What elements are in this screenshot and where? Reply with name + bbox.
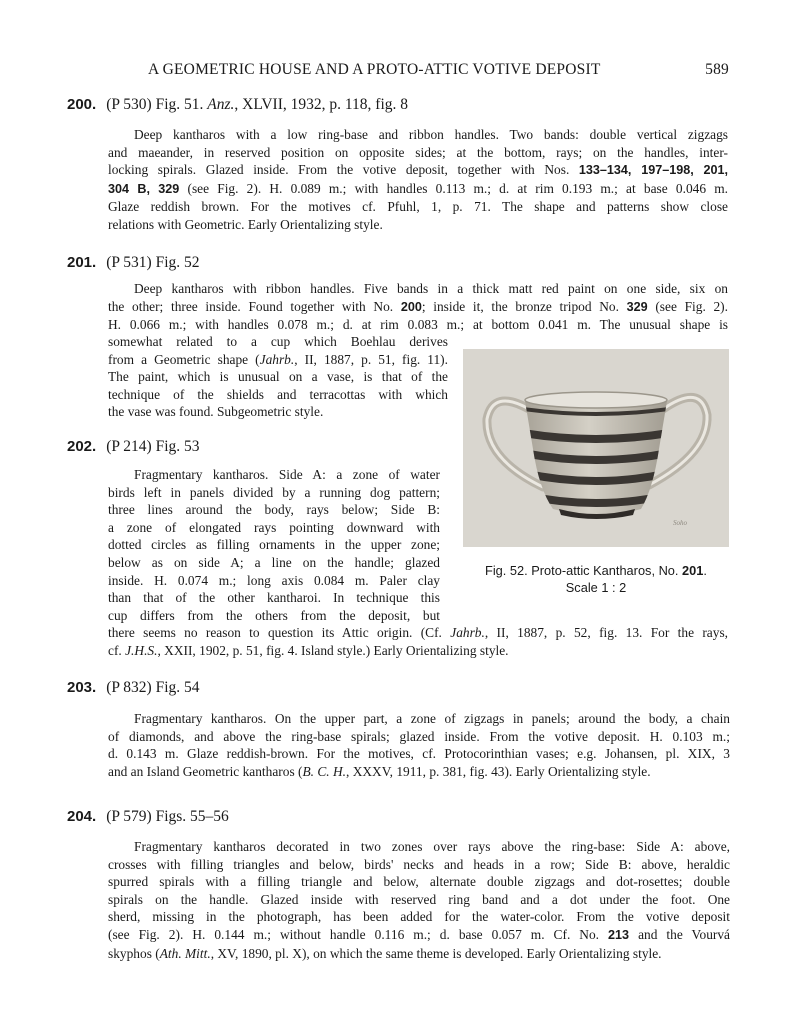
- figure-52-photo: [463, 349, 729, 547]
- entry-203-text: [108, 710, 730, 780]
- entry-204-text: [108, 838, 730, 962]
- entry-204-heading: [67, 808, 229, 826]
- entry-202-text-full: [108, 624, 728, 659]
- entry-201-text: [108, 280, 728, 334]
- text-line: crosses with filling triangles and below, birds' necks and heads in a row; Side B: above, heraldic: [108, 856, 730, 872]
- text-line: skyphos (Ath. Mitt., XV, 1890, pl. X), on which the same theme is developed. Early Orientalizing style.: [108, 945, 662, 961]
- text-line: the other; three inside. Found together with No. 200; inside it, the bronze tripod No. 329 (see Fig. 2).: [108, 298, 728, 314]
- text-line: cup differs from the others from the deposit, but: [108, 607, 440, 623]
- entry-reference-italic: Anz.: [207, 96, 235, 113]
- running-title: A GEOMETRIC HOUSE AND A PROTO-ATTIC VOTIVE DEPOSIT: [148, 61, 601, 78]
- text-line: a zone of elongated rays pointing downward with: [108, 519, 440, 535]
- text-line: spurred spirals with a filling triangle and below, alternate double zigzags and dot-rosettes; double: [108, 874, 730, 890]
- text-line: Deep kantharos with a low ring-base and ribbon handles. Two bands: double vertical zigzags: [134, 127, 728, 142]
- entry-number: 201.: [67, 254, 97, 271]
- text-line: inside. H. 0.074 m.; long axis 0.084 m. Paler clay: [108, 572, 440, 588]
- entry-201-heading: [67, 254, 200, 272]
- text-line: birds left in panels divided by a running dog pattern;: [108, 484, 440, 500]
- text-line: of diamonds, and above the ring-base spirals; glazed inside. From the votive deposit. H. 0.103 m.;: [108, 728, 730, 744]
- text-line: cf. J.H.S., XXII, 1902, p. 51, fig. 4. Island style.) Early Orientalizing style.: [108, 642, 509, 658]
- text-line: from a Geometric shape (Jahrb., II, 1887, p. 51, fig. 11).: [108, 351, 448, 367]
- text-line: than that of the other kantharoi. In technique this: [108, 590, 440, 606]
- entry-reference: (P 832) Fig. 54: [106, 679, 200, 696]
- text-line: relations with Geometric. Early Orientalizing style.: [108, 216, 383, 232]
- entry-200-text: [108, 126, 728, 234]
- text-line: Fragmentary kantharos. Side A: a zone of water: [134, 467, 440, 482]
- text-line: H. 0.066 m.; with handles 0.078 m.; d. at rim 0.083 m.; at bottom 0.041 m. The unusual shape is: [108, 317, 728, 333]
- text-line: spirals on the handle. Glazed inside with reserved ring band and a dot under the foot. One: [108, 891, 730, 907]
- text-line: technique of the shields and terracottas with which: [108, 386, 448, 402]
- text-line: the vase was found. Subgeometric style.: [108, 404, 324, 420]
- entry-201-text-wrap: [108, 333, 448, 421]
- entry-202-text: [108, 466, 440, 624]
- text-line: locking spirals. Glazed inside. From the votive deposit, together with Nos. 133–134, 197–198, 201,: [108, 162, 728, 178]
- entry-200-heading: [67, 96, 408, 114]
- vase-rim: [525, 392, 667, 408]
- entry-number: 203.: [67, 679, 97, 696]
- text-line: Fragmentary kantharos. On the upper part, a zone of zigzags in panels; around the body, a chain: [134, 711, 730, 726]
- text-line: three lines around the body, rays below; Side B:: [108, 502, 440, 518]
- figure-52-caption: [463, 562, 729, 596]
- text-line: (see Fig. 2). H. 0.144 m.; without handle 0.116 m.; d. base 0.057 m. Cf. No. 213 and the Vourvá: [108, 926, 730, 942]
- text-line: below as on side A; a line on the handle; glazed: [108, 554, 440, 570]
- text-line: and maeander, in reserved position on opposite sides; at the bottom, rays; on the handles, inter-: [108, 144, 728, 160]
- entry-number: 200.: [67, 96, 97, 113]
- text-line: d. 0.143 m. Glaze reddish-brown. For the motives, cf. Protocorinthian vases; e.g. Johansen, pl. XIX, 3: [108, 746, 730, 762]
- text-line: there seems no reason to question its Attic origin. (Cf. Jahrb., II, 1887, p. 52, fig. 13. For the rays,: [108, 625, 729, 640]
- text-line: sherd, missing in the photograph, has been added for the water-color. From the votive deposit: [108, 909, 730, 925]
- text-line: and an Island Geometric kantharos (B. C. H., XXXV, 1911, p. 381, fig. 43). Early Orientalizing style.: [108, 763, 651, 779]
- entry-reference: (P 579) Figs. 55–56: [106, 808, 229, 825]
- text-line: dotted circles as filling ornaments in the upper zone;: [108, 537, 440, 553]
- entry-reference: (P 214) Fig. 53: [106, 438, 200, 455]
- kantharos-illustration: [463, 349, 729, 547]
- photo-stamp: Soho: [673, 519, 687, 527]
- entry-number: 202.: [67, 438, 97, 455]
- text-line: Glaze reddish brown. For the motives cf. Pfuhl, 1, p. 71. The shape and patterns show close: [108, 199, 728, 215]
- entry-202-heading: [67, 438, 200, 456]
- caption-line: Fig. 52. Proto-attic Kantharos, No. 201.: [485, 563, 707, 578]
- text-line: 304 B, 329 (see Fig. 2). H. 0.089 m.; with handles 0.113 m.; d. at rim 0.193 m.; at base 0.046 m.: [108, 180, 728, 196]
- entry-reference: (P 530) Fig. 51.: [106, 96, 208, 113]
- page-number: 589: [705, 61, 729, 78]
- entry-reference: (P 531) Fig. 52: [106, 254, 200, 271]
- text-line: somewhat related to a cup which Boehlau derives: [108, 334, 448, 349]
- running-header: [0, 61, 792, 81]
- entry-reference-rest: , XLVII, 1932, p. 118, fig. 8: [234, 96, 409, 113]
- entry-203-heading: [67, 679, 200, 697]
- caption-scale: Scale 1 : 2: [565, 580, 627, 595]
- entry-number: 204.: [67, 808, 97, 825]
- text-line: The paint, which is unusual on a vase, is that of the: [108, 369, 448, 385]
- text-line: Deep kantharos with ribbon handles. Five bands in a thick matt red paint on one side, six on: [134, 281, 728, 296]
- text-line: Fragmentary kantharos decorated in two zones over rays above the ring-base: Side A: above,: [134, 839, 730, 854]
